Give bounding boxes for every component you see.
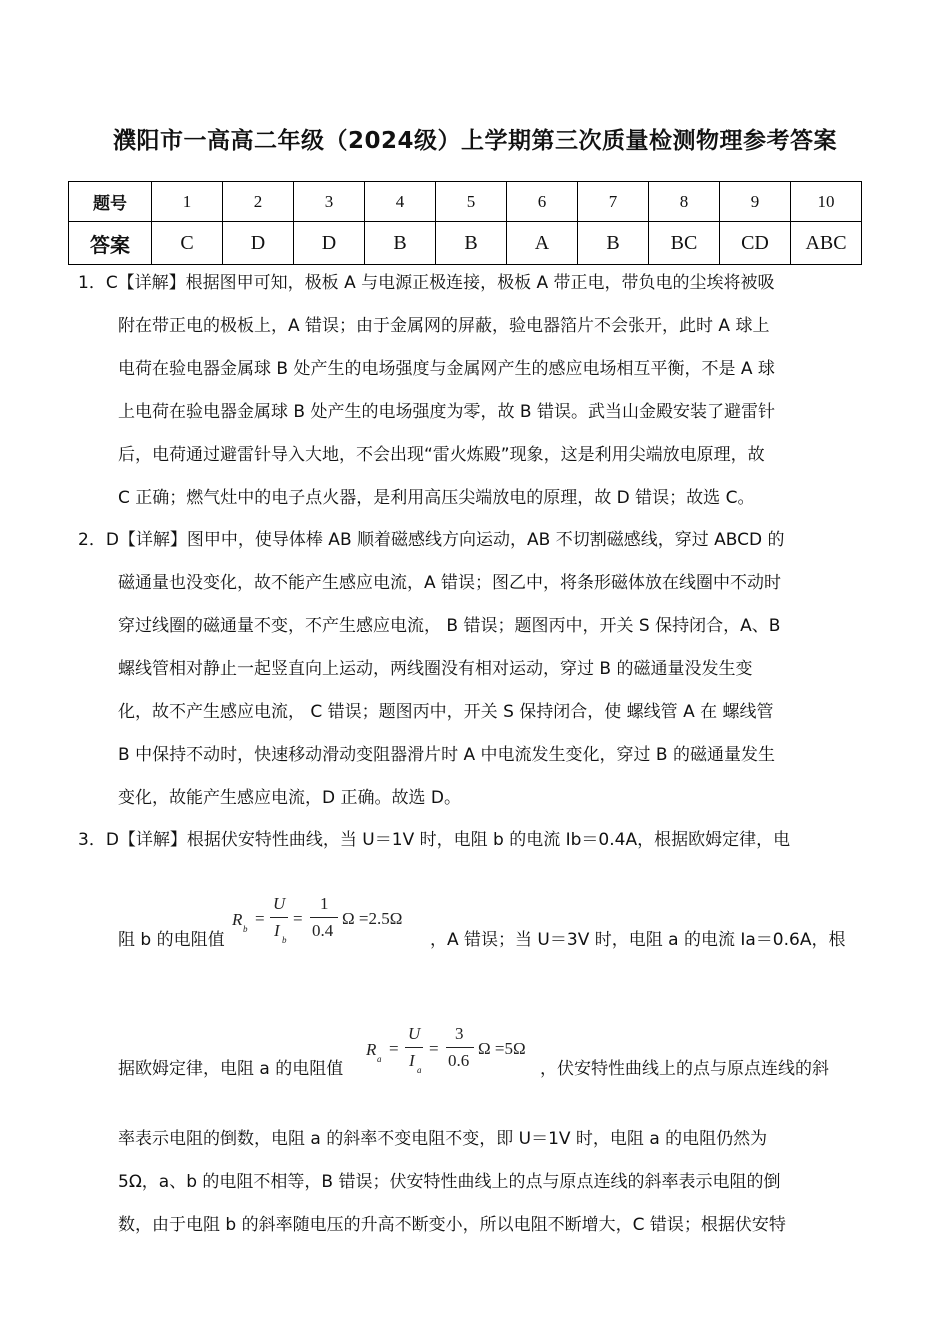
formula-rb-eq1: = xyxy=(255,909,265,928)
formula-rb-eq2: = xyxy=(293,909,303,928)
formula-ra-lhs-sub: a xyxy=(377,1054,382,1064)
q1-line-2: 附在带正电的极板上，A 错误；由于金属网的屏蔽，验电器箔片不会张开，此时 A 球上 xyxy=(118,316,770,336)
q2-line-4: 螺线管相对静止一起竖直向上运动，两线圈没有相对运动，穿过 B 的磁通量没发生变 xyxy=(118,659,753,679)
answer-cell: D xyxy=(223,222,294,265)
formula-ra-den1-sub: a xyxy=(417,1065,422,1075)
question-number: 9 xyxy=(720,182,791,222)
formula-rb-den2: 0.4 xyxy=(312,921,334,940)
q1-line-3: 电荷在验电器金属球 B 处产生的电场强度与金属网产生的感应电场相互平衡，不是 A 球 xyxy=(118,359,775,379)
formula-rb-den1-sub: b xyxy=(282,935,287,945)
formula-ra xyxy=(366,1020,546,1080)
answer-cell: BC xyxy=(649,222,720,265)
answer-cell: B xyxy=(578,222,649,265)
q3-line-4: 率表示电阻的倒数，电阻 a 的斜率不变电阻不变，即 U＝1V 时，电阻 a 的电阻仍然为 xyxy=(118,1129,768,1149)
q3-line-3-end: ，伏安特性曲线上的点与原点连线的斜 xyxy=(540,1059,829,1079)
answer-table-answer-row xyxy=(69,222,862,265)
q3-line-5: 5Ω，a、b 的电阻不相等，B 错误；伏安特性曲线上的点与原点连线的斜率表示电阻的倒 xyxy=(118,1172,781,1192)
formula-ra-den2: 0.6 xyxy=(448,1051,470,1070)
question-number: 6 xyxy=(507,182,578,222)
q3-line-2-end: ，A 错误；当 U＝3V 时，电阻 a 的电流 Ia＝0.6A，根 xyxy=(430,930,846,950)
formula-rb-num2: 1 xyxy=(320,894,329,913)
formula-ra-result: Ω =5Ω xyxy=(478,1039,526,1058)
question-number: 1 xyxy=(152,182,223,222)
formula-rb-bar2 xyxy=(310,917,338,918)
answer-cell: C xyxy=(152,222,223,265)
formula-ra-num2: 3 xyxy=(455,1024,464,1043)
q3-line-3-start: 据欧姆定律，电阻 a 的电阻值 xyxy=(118,1059,344,1079)
q3-line-1: 3．D【详解】根据伏安特性曲线，当 U＝1V 时，电阻 b 的电流 Ib＝0.4A，根据欧姆定律，电 xyxy=(78,830,791,850)
formula-rb-lhs-sub: b xyxy=(243,924,248,934)
formula-rb-den1: I xyxy=(274,921,280,940)
number-header: 题号 xyxy=(69,182,152,222)
answer-cell: A xyxy=(507,222,578,265)
answer-table-number-row xyxy=(69,182,862,222)
q1-line-4: 上电荷在验电器金属球 B 处产生的电场强度为零，故 B 错误。武当山金殿安装了避雷针 xyxy=(118,402,775,422)
q2-line-7: 变化，故能产生感应电流，D 正确。故选 D。 xyxy=(118,788,461,808)
formula-ra-bar1 xyxy=(405,1047,423,1048)
q3-line-6: 数，由于电阻 b 的斜率随电压的升高不断变小，所以电阻不断增大，C 错误；根据伏安特 xyxy=(118,1215,786,1235)
formula-rb-result: Ω =2.5Ω xyxy=(342,909,403,928)
q2-line-6: B 中保持不动时，快速移动滑动变阻器滑片时 A 中电流发生变化，穿过 B 的磁通量发生 xyxy=(118,745,775,765)
q2-line-5: 化，故不产生感应电流， C 错误；题图丙中，开关 S 保持闭合，使 螺线管 A 在 螺线管 xyxy=(118,702,774,722)
question-number: 7 xyxy=(578,182,649,222)
formula-ra-den1: I xyxy=(409,1051,415,1070)
formula-rb-bar1 xyxy=(270,917,288,918)
q3-line-2-start: 阻 b 的电阻值 xyxy=(118,930,225,950)
answer-cell: B xyxy=(436,222,507,265)
answer-cell: CD xyxy=(720,222,791,265)
question-number: 4 xyxy=(365,182,436,222)
question-number: 5 xyxy=(436,182,507,222)
page-title: 濮阳市一高高二年级（2024级）上学期第三次质量检测物理参考答案 xyxy=(112,128,837,154)
q1-line-6: C 正确；燃气灶中的电子点火器，是利用高压尖端放电的原理，故 D 错误；故选 C。 xyxy=(118,488,755,508)
question-number: 8 xyxy=(649,182,720,222)
formula-rb-num1: U xyxy=(273,894,286,913)
formula-ra-eq2: = xyxy=(429,1039,439,1058)
q1-line-5: 后，电荷通过避雷针导入大地，不会出现“雷火炼殿”现象，这是利用尖端放电原理，故 xyxy=(118,445,765,465)
answer-cell: ABC xyxy=(791,222,862,265)
formula-ra-lhs: R xyxy=(366,1040,377,1059)
q1-line-1: 1．C【详解】根据图甲可知，极板 A 与电源正极连接，极板 A 带正电，带负电的尘埃将被吸 xyxy=(78,273,775,293)
answer-cell: B xyxy=(365,222,436,265)
q2-line-2: 磁通量也没变化，故不能产生感应电流，A 错误；图乙中，将条形磁体放在线圈中不动时 xyxy=(118,573,782,593)
q2-line-1: 2．D【详解】图甲中，使导体棒 AB 顺着磁感线方向运动，AB 不切割磁感线，穿过 ABCD 的 xyxy=(78,530,785,550)
question-number: 2 xyxy=(223,182,294,222)
formula-ra-num1: U xyxy=(408,1024,421,1043)
q2-line-3: 穿过线圈的磁通量不变，不产生感应电流， B 错误；题图丙中，开关 S 保持闭合，A、B xyxy=(118,616,781,636)
formula-ra-eq1: = xyxy=(389,1039,399,1058)
answer-header: 答案 xyxy=(69,222,152,265)
formula-rb xyxy=(232,890,422,950)
formula-ra-bar2 xyxy=(446,1047,474,1048)
question-number: 10 xyxy=(791,182,862,222)
formula-rb-lhs: R xyxy=(232,910,243,929)
question-number: 3 xyxy=(294,182,365,222)
answer-cell: D xyxy=(294,222,365,265)
answer-table xyxy=(68,181,862,265)
